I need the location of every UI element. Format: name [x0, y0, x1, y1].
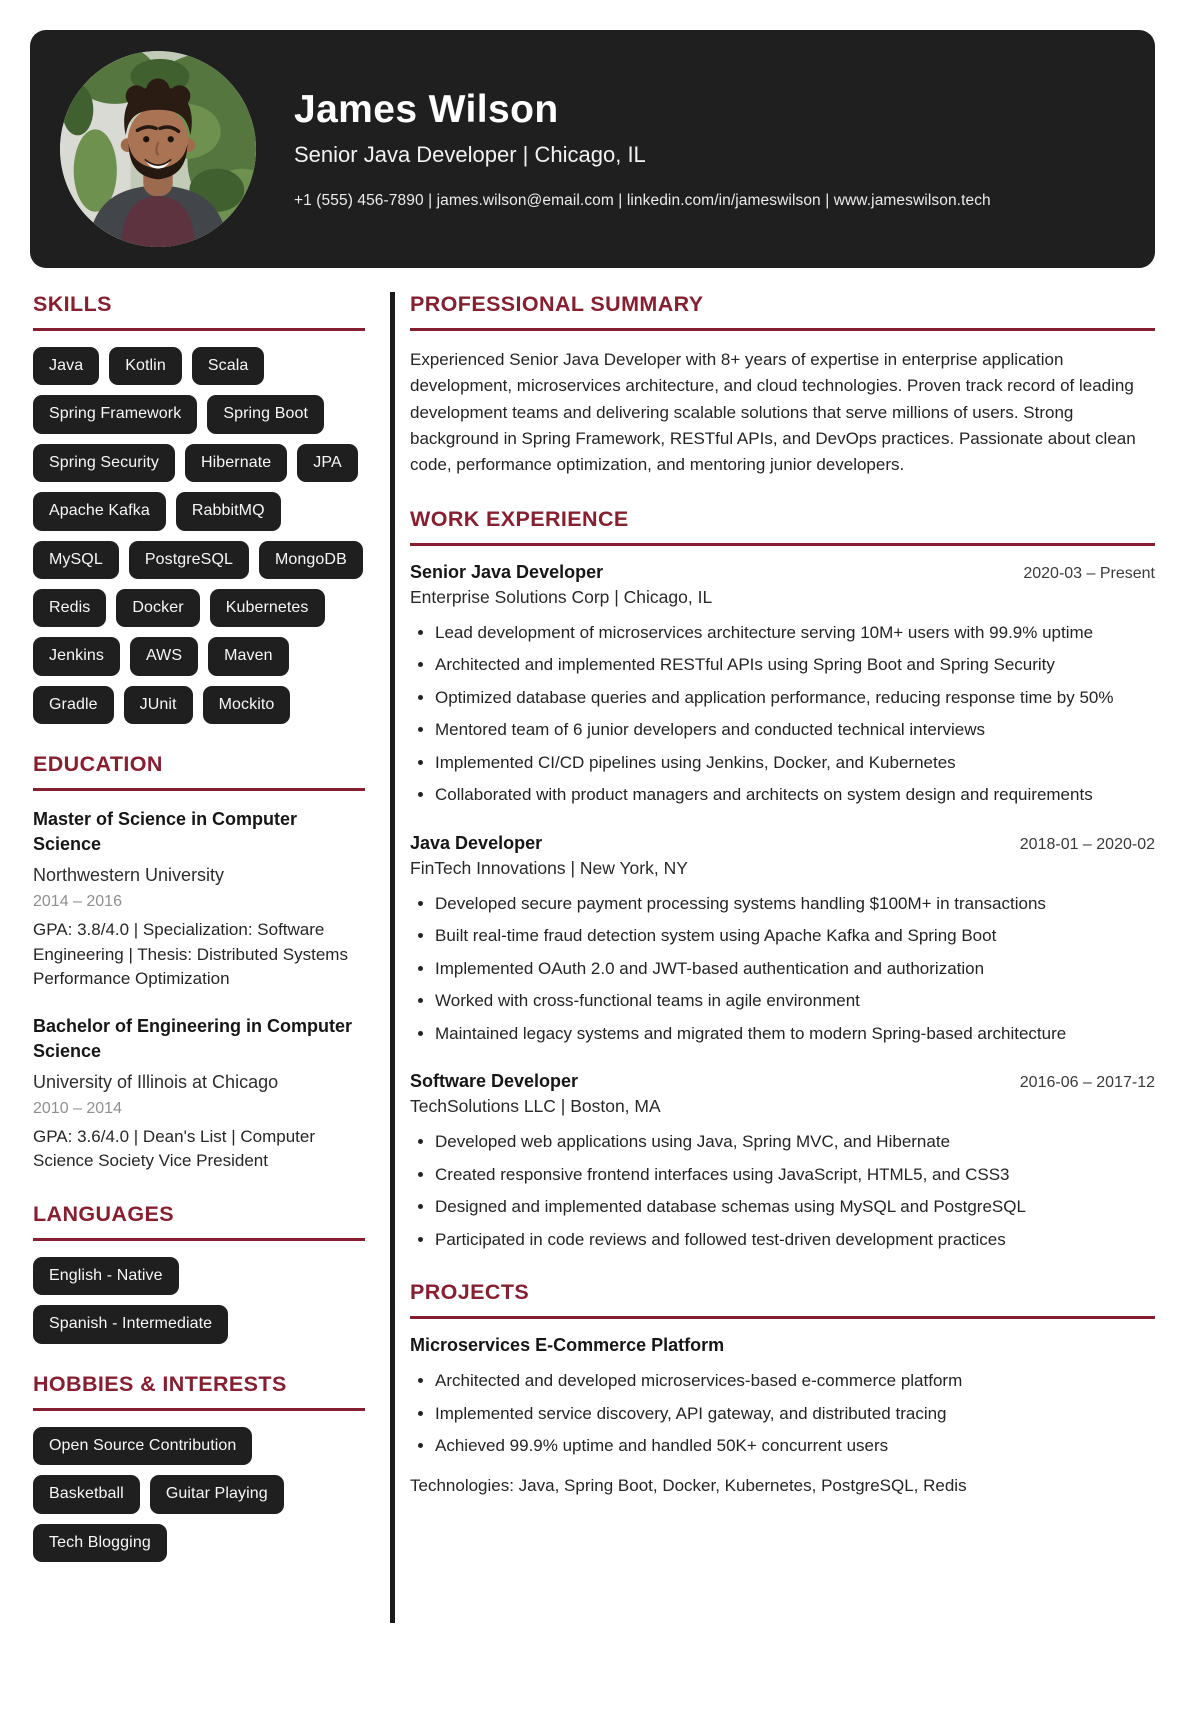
person-headline: Senior Java Developer | Chicago, IL — [294, 142, 646, 167]
job-company: TechSolutions LLC | Boston, MA — [410, 1096, 661, 1117]
school-name: Northwestern University — [33, 864, 225, 885]
job-bullet: • Participated in code reviews and followed test-driven development practices — [435, 1227, 1155, 1253]
job-bullet: • Mentored team of 6 junior developers and conducted technical interviews — [435, 717, 1155, 743]
hobby-pill: Open Source Contribution — [33, 1427, 252, 1465]
job-bullets — [410, 891, 1155, 1047]
project-bullets — [410, 1368, 1155, 1459]
hobbies-heading: HOBBIES & INTERESTS — [33, 1372, 365, 1411]
school-name: University of Illinois at Chicago — [33, 1071, 279, 1092]
column-divider — [390, 292, 395, 1623]
degree-title: Master of Science in Computer Science — [33, 809, 298, 854]
resume-body — [0, 268, 1190, 1623]
job-entry — [410, 562, 1155, 808]
skill-pill: PostgreSQL — [129, 541, 249, 579]
project-bullet: • Architected and developed microservices-based e-commerce platform — [435, 1368, 1155, 1394]
project-bullet: • Achieved 99.9% uptime and handled 50K+ concurrent users — [435, 1433, 1155, 1459]
experience-section — [410, 507, 1155, 1253]
job-entry — [410, 1071, 1155, 1252]
job-dates: 2018-01 – 2020-02 — [1019, 835, 1155, 853]
job-bullet: • Implemented CI/CD pipelines using Jenkins, Docker, and Kubernetes — [435, 750, 1155, 776]
skill-pill: Kubernetes — [210, 589, 325, 627]
job-bullet: • Developed secure payment processing systems handling $100M+ in transactions — [435, 891, 1155, 917]
summary-section — [410, 292, 1155, 479]
job-dates: 2016-06 – 2017-12 — [1019, 1074, 1155, 1092]
job-company: Enterprise Solutions Corp | Chicago, IL — [410, 586, 713, 607]
summary-text: Experienced Senior Java Developer with 8+ years of expertise in enterprise application development, microservices architecture, and cloud technologies. Proven track record of leading development teams and delivering scalable solutions that serve millions of users. Strong background in Spring Framework, RESTful APIs, and DevOps practices. Passionate about clean code, performance optimization, and mentoring junior developers. — [410, 350, 1136, 475]
education-list — [33, 807, 365, 1174]
skill-pill: JUnit — [124, 686, 193, 724]
skill-pill: Java — [33, 347, 99, 385]
project-name: Microservices E-Commerce Platform — [410, 1335, 725, 1356]
job-header-row — [410, 1071, 1155, 1092]
skill-pill: Kotlin — [109, 347, 182, 385]
education-years: 2014 – 2016 — [33, 892, 122, 910]
education-years: 2010 – 2014 — [33, 1099, 122, 1117]
job-entry — [410, 833, 1155, 1047]
skill-pill: Spring Boot — [207, 395, 324, 433]
skill-pill: Docker — [116, 589, 199, 627]
skill-pill: JPA — [297, 444, 357, 482]
hobbies-section — [33, 1372, 365, 1562]
job-bullet: • Collaborated with product managers and architects on system design and requirements — [435, 782, 1155, 808]
languages-heading: LANGUAGES — [33, 1202, 365, 1241]
skill-pill: MongoDB — [259, 541, 363, 579]
education-details: GPA: 3.8/4.0 | Specialization: Software Engineering | Thesis: Distributed Systems Performance Optimization — [33, 919, 348, 989]
job-title: Software Developer — [410, 1071, 579, 1092]
skill-pill: Hibernate — [185, 444, 287, 482]
hobby-pill: Basketball — [33, 1475, 140, 1513]
skill-pill: Scala — [192, 347, 265, 385]
education-entry — [33, 1014, 365, 1174]
right-column — [410, 292, 1155, 1526]
contact-line: +1 (555) 456-7890 | james.wilson@email.com | linkedin.com/in/jameswilson | www.jameswilson.tech — [294, 192, 991, 209]
job-bullet: • Maintained legacy systems and migrated them to modern Spring-based architecture — [435, 1021, 1155, 1047]
hobby-pill: Tech Blogging — [33, 1524, 167, 1562]
job-bullet: • Implemented OAuth 2.0 and JWT-based authentication and authorization — [435, 956, 1155, 982]
skills-heading: SKILLS — [33, 292, 365, 331]
job-bullet: • Worked with cross-functional teams in agile environment — [435, 988, 1155, 1014]
job-bullet: • Lead development of microservices architecture serving 10M+ users with 99.9% uptime — [435, 620, 1155, 646]
language-pill: English - Native — [33, 1257, 179, 1295]
header-text-block — [294, 88, 991, 210]
project-bullet: • Implemented service discovery, API gateway, and distributed tracing — [435, 1401, 1155, 1427]
skill-pill: Jenkins — [33, 637, 120, 675]
job-header-row — [410, 833, 1155, 854]
education-heading: EDUCATION — [33, 752, 365, 791]
job-bullet: • Created responsive frontend interfaces using JavaScript, HTML5, and CSS3 — [435, 1162, 1155, 1188]
job-bullet: • Designed and implemented database schemas using MySQL and PostgreSQL — [435, 1194, 1155, 1220]
left-column — [33, 292, 365, 1590]
summary-heading: PROFESSIONAL SUMMARY — [410, 292, 1155, 331]
project-entry — [410, 1335, 1155, 1498]
skill-pill: MySQL — [33, 541, 119, 579]
job-bullet: • Developed web applications using Java, Spring MVC, and Hibernate — [435, 1129, 1155, 1155]
skills-section — [33, 292, 365, 724]
job-header-row — [410, 562, 1155, 583]
job-dates: 2020-03 – Present — [1023, 564, 1155, 582]
hobbies-list — [33, 1427, 365, 1562]
job-bullets — [410, 1129, 1155, 1252]
education-entry — [33, 807, 365, 992]
job-bullet: • Built real-time fraud detection system using Apache Kafka and Spring Boot — [435, 923, 1155, 949]
skill-pill: AWS — [130, 637, 198, 675]
hobby-pill: Guitar Playing — [150, 1475, 284, 1513]
skill-pill: Redis — [33, 589, 106, 627]
job-bullet: • Architected and implemented RESTful APIs using Spring Boot and Spring Security — [435, 652, 1155, 678]
skill-pill: Maven — [208, 637, 289, 675]
skill-pill: Apache Kafka — [33, 492, 166, 530]
job-title: Senior Java Developer — [410, 561, 604, 582]
education-details: GPA: 3.6/4.0 | Dean's List | Computer Science Society Vice President — [33, 1126, 316, 1171]
skill-pill: Gradle — [33, 686, 114, 724]
job-bullet: • Optimized database queries and application performance, reducing response time by 50% — [435, 685, 1155, 711]
job-bullets — [410, 620, 1155, 808]
projects-section — [410, 1280, 1155, 1498]
projects-heading: PROJECTS — [410, 1280, 1155, 1319]
skill-pill: Spring Framework — [33, 395, 197, 433]
person-name: James Wilson — [294, 88, 559, 131]
resume-header — [30, 30, 1155, 268]
job-title: Java Developer — [410, 832, 543, 853]
jobs-list — [410, 562, 1155, 1253]
job-company: FinTech Innovations | New York, NY — [410, 857, 688, 878]
languages-section — [33, 1202, 365, 1344]
degree-title: Bachelor of Engineering in Computer Science — [33, 1015, 353, 1061]
education-section — [33, 752, 365, 1174]
skill-pill: Spring Security — [33, 444, 175, 482]
project-technologies: Technologies: Java, Spring Boot, Docker, Kubernetes, PostgreSQL, Redis — [410, 1475, 967, 1495]
skills-list — [33, 347, 365, 724]
projects-list — [410, 1335, 1155, 1498]
skill-pill: RabbitMQ — [176, 492, 281, 530]
languages-list — [33, 1257, 365, 1344]
profile-photo — [60, 51, 256, 247]
portrait-illustration — [60, 51, 256, 247]
experience-heading: WORK EXPERIENCE — [410, 507, 1155, 546]
skill-pill: Mockito — [203, 686, 291, 724]
language-pill: Spanish - Intermediate — [33, 1305, 228, 1343]
